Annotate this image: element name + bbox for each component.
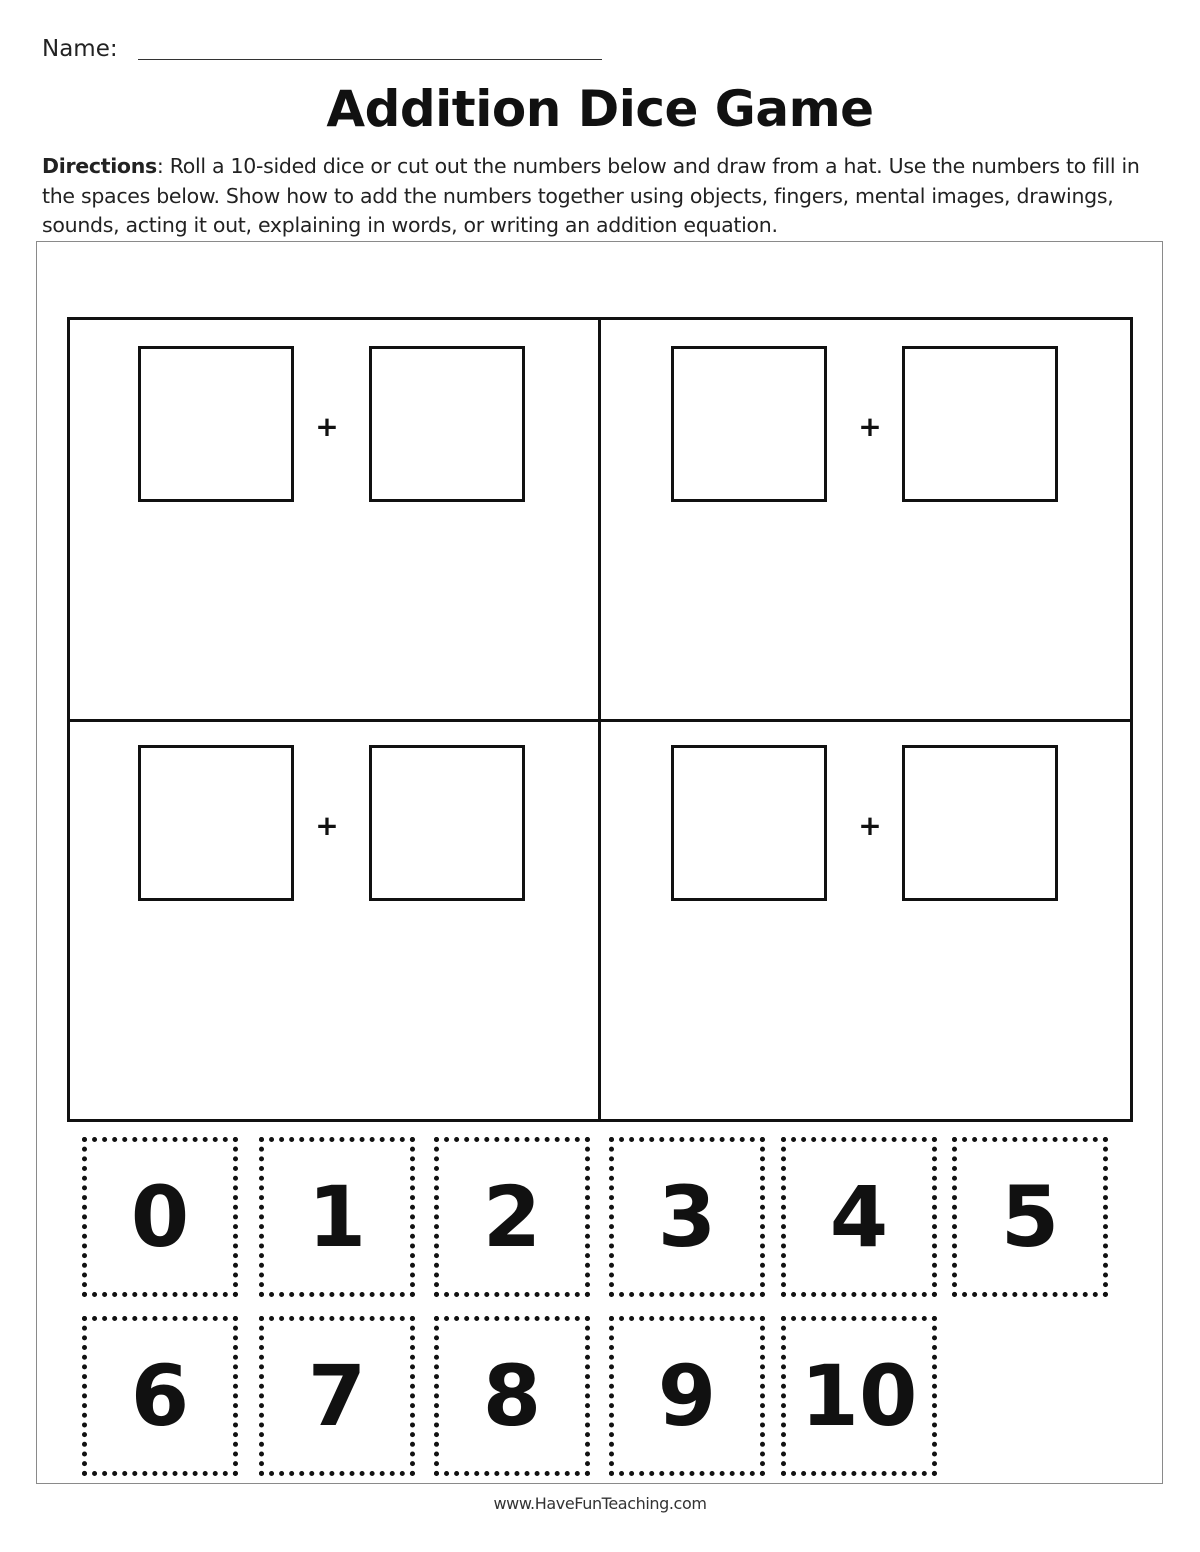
number-card-10[interactable]: 10 [781,1316,937,1476]
problem-3-addend-b-box[interactable] [369,745,525,901]
name-label: Name: [42,36,118,62]
problem-1-plus-sign: + [315,410,339,443]
directions-label: Directions [42,154,157,178]
name-row [42,34,602,68]
number-card-3[interactable]: 3 [609,1137,765,1297]
grid-divider-horizontal [67,719,1133,722]
number-card-4[interactable]: 4 [781,1137,937,1297]
number-card-1[interactable]: 1 [259,1137,415,1297]
problem-4-addend-a-box[interactable] [671,745,827,901]
problem-4-addend-b-box[interactable] [902,745,1058,901]
problem-2-addend-b-box[interactable] [902,346,1058,502]
problem-3-addend-a-box[interactable] [138,745,294,901]
number-card-9[interactable]: 9 [609,1316,765,1476]
number-card-8[interactable]: 8 [434,1316,590,1476]
problem-1-addend-b-box[interactable] [369,346,525,502]
number-card-5[interactable]: 5 [952,1137,1108,1297]
directions-text: : Roll a 10-sided dice or cut out the numbers below and draw from a hat. Use the numbers to fill in the spaces below. Show how to add the numbers together using objects, fingers, mental images, drawings, sounds, acting it out, explaining in words, or writing an addition equation. [42,154,1140,237]
problem-1-addend-a-box[interactable] [138,346,294,502]
footer-website: www.HaveFunTeaching.com [493,1494,707,1513]
problem-2-addend-a-box[interactable] [671,346,827,502]
name-line[interactable] [138,59,602,60]
directions [42,152,1157,241]
number-card-7[interactable]: 7 [259,1316,415,1476]
number-card-6[interactable]: 6 [82,1316,238,1476]
problem-2-plus-sign: + [858,410,882,443]
problem-4-plus-sign: + [858,809,882,842]
number-card-2[interactable]: 2 [434,1137,590,1297]
worksheet-title: Addition Dice Game [326,80,874,138]
problem-3-plus-sign: + [315,809,339,842]
number-card-0[interactable]: 0 [82,1137,238,1297]
